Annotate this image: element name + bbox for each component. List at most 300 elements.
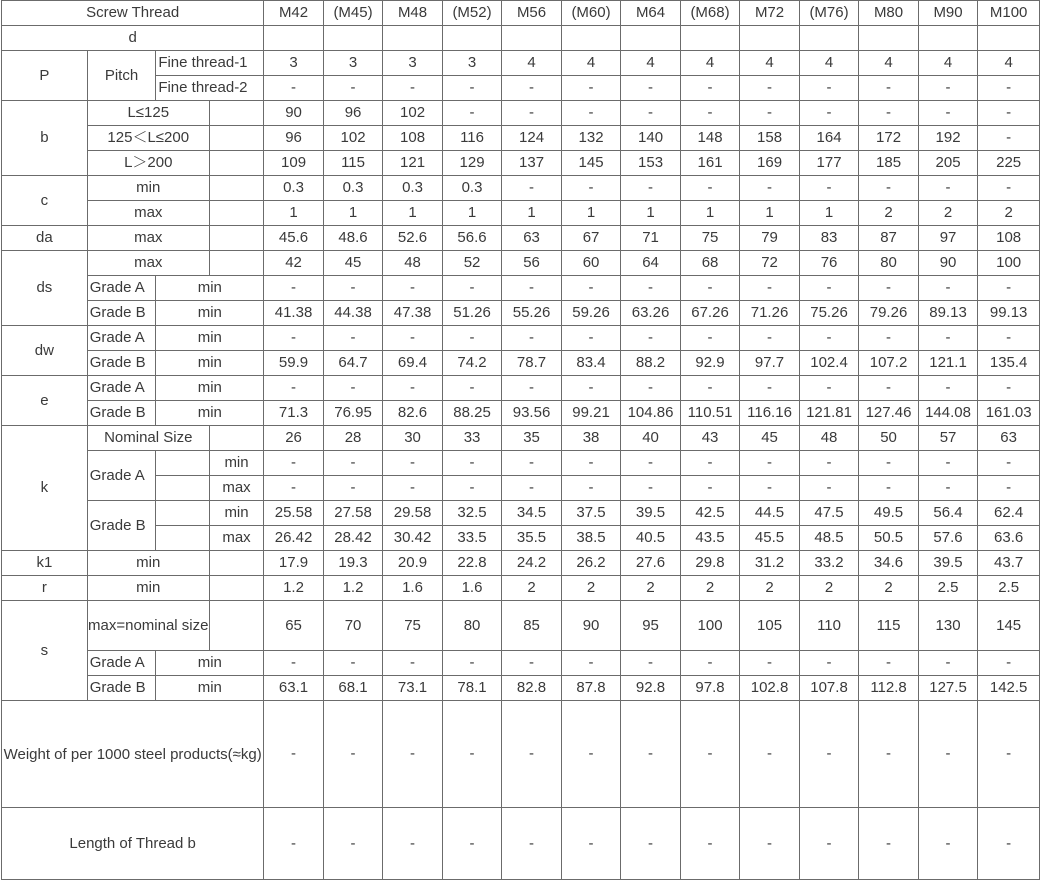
value-cell: 17.9: [264, 551, 324, 576]
value-cell: 2: [680, 576, 740, 601]
value-cell: -: [323, 651, 383, 676]
value-cell: 1.2: [264, 576, 324, 601]
value-cell: 63.6: [978, 526, 1040, 551]
value-cell: 4: [680, 51, 740, 76]
size-header: M56: [502, 1, 562, 26]
spacer-cell: [156, 476, 209, 501]
row-label-min: min: [156, 351, 264, 376]
value-cell: -: [264, 376, 324, 401]
spacer-cell: [209, 151, 264, 176]
value-cell: -: [502, 808, 562, 880]
value-cell: 90: [561, 601, 621, 651]
value-cell: 132: [561, 126, 621, 151]
value-cell: -: [561, 76, 621, 101]
value-cell: -: [918, 101, 978, 126]
value-cell: 27.6: [621, 551, 681, 576]
value-cell: 43.7: [978, 551, 1040, 576]
value-cell: -: [323, 376, 383, 401]
size-header: M48: [383, 1, 443, 26]
value-cell: 164: [799, 126, 859, 151]
value-cell: 78.1: [442, 676, 502, 701]
value-cell: 29.58: [383, 501, 443, 526]
value-cell: -: [740, 101, 800, 126]
row-label-grade-a: Grade A: [87, 376, 156, 401]
value-cell: 88.25: [442, 401, 502, 426]
size-header: (M52): [442, 1, 502, 26]
table-row: [2, 151, 1040, 176]
value-cell: 140: [621, 126, 681, 151]
value-cell: -: [561, 376, 621, 401]
row-label-nominal-size: Nominal Size: [87, 426, 209, 451]
value-cell: 97.7: [740, 351, 800, 376]
value-cell: 112.8: [859, 676, 919, 701]
value-cell: -: [621, 808, 681, 880]
value-cell: 64.7: [323, 351, 383, 376]
value-cell: 35.5: [502, 526, 562, 551]
row-label-grade-a: Grade A: [87, 451, 156, 501]
value-cell: 225: [978, 151, 1040, 176]
value-cell: 2: [978, 201, 1040, 226]
row-label-min: min: [156, 301, 264, 326]
value-cell: 3: [442, 51, 502, 76]
value-cell: -: [561, 101, 621, 126]
value-cell: 0.3: [264, 176, 324, 201]
value-cell: -: [264, 808, 324, 880]
value-cell: 72: [740, 251, 800, 276]
value-cell: -: [383, 451, 443, 476]
spacer-cell: [156, 526, 209, 551]
value-cell: 2: [859, 576, 919, 601]
value-cell: 51.26: [442, 301, 502, 326]
value-cell: [383, 26, 443, 51]
value-cell: -: [323, 701, 383, 808]
value-cell: 1: [383, 201, 443, 226]
value-cell: 60: [561, 251, 621, 276]
value-cell: 97: [918, 226, 978, 251]
value-cell: -: [561, 276, 621, 301]
value-cell: [978, 26, 1040, 51]
value-cell: 1: [442, 201, 502, 226]
value-cell: 110.51: [680, 401, 740, 426]
value-cell: -: [680, 808, 740, 880]
value-cell: -: [621, 651, 681, 676]
value-cell: 80: [859, 251, 919, 276]
row-label-l-125-200: 125＜L≤200: [87, 126, 209, 151]
value-cell: 71.26: [740, 301, 800, 326]
value-cell: 115: [859, 601, 919, 651]
row-label-ds: ds: [2, 251, 88, 326]
row-label-e: e: [2, 376, 88, 426]
spacer-cell: [156, 451, 209, 476]
value-cell: -: [859, 76, 919, 101]
value-cell: 105: [740, 601, 800, 651]
value-cell: 1: [799, 201, 859, 226]
value-cell: -: [859, 176, 919, 201]
value-cell: [621, 26, 681, 51]
value-cell: 50.5: [859, 526, 919, 551]
size-header: (M68): [680, 1, 740, 26]
value-cell: -: [740, 808, 800, 880]
spacer-cell: [209, 101, 264, 126]
table-row: [2, 576, 1040, 601]
value-cell: 108: [383, 126, 443, 151]
value-cell: -: [859, 701, 919, 808]
value-cell: 192: [918, 126, 978, 151]
row-label-max: max: [87, 201, 209, 226]
value-cell: 48.5: [799, 526, 859, 551]
value-cell: -: [442, 701, 502, 808]
table-row: [2, 601, 1040, 651]
value-cell: [561, 26, 621, 51]
value-cell: 24.2: [502, 551, 562, 576]
row-label-s: s: [2, 601, 88, 701]
size-header: M80: [859, 1, 919, 26]
size-header: (M76): [799, 1, 859, 26]
spacer-cell: [209, 201, 264, 226]
value-cell: 39.5: [621, 501, 681, 526]
value-cell: 89.13: [918, 301, 978, 326]
value-cell: 45: [740, 426, 800, 451]
value-cell: -: [502, 101, 562, 126]
value-cell: 121.81: [799, 401, 859, 426]
spacer-cell: [209, 551, 264, 576]
value-cell: [740, 26, 800, 51]
value-cell: -: [978, 376, 1040, 401]
value-cell: 79: [740, 226, 800, 251]
value-cell: -: [799, 808, 859, 880]
value-cell: -: [621, 701, 681, 808]
value-cell: 4: [859, 51, 919, 76]
value-cell: -: [859, 101, 919, 126]
value-cell: [502, 26, 562, 51]
value-cell: 110: [799, 601, 859, 651]
value-cell: 27.58: [323, 501, 383, 526]
value-cell: 4: [799, 51, 859, 76]
value-cell: -: [502, 701, 562, 808]
row-label-l-le-125: L≤125: [87, 101, 209, 126]
header-label: Screw Thread: [2, 1, 264, 26]
value-cell: 107.2: [859, 351, 919, 376]
value-cell: -: [442, 101, 502, 126]
value-cell: -: [918, 808, 978, 880]
value-cell: 1: [323, 201, 383, 226]
value-cell: 88.2: [621, 351, 681, 376]
value-cell: 0.3: [442, 176, 502, 201]
value-cell: -: [799, 651, 859, 676]
value-cell: -: [561, 451, 621, 476]
value-cell: 42.5: [680, 501, 740, 526]
value-cell: 4: [621, 51, 681, 76]
row-label-c: c: [2, 176, 88, 226]
value-cell: 1: [740, 201, 800, 226]
value-cell: 1.6: [442, 576, 502, 601]
value-cell: -: [978, 126, 1040, 151]
value-cell: 87: [859, 226, 919, 251]
row-label-fine-thread-2: Fine thread-2: [156, 76, 264, 101]
row-label-weight: Weight of per 1000 steel products(≈kg): [2, 701, 264, 808]
value-cell: -: [799, 101, 859, 126]
value-cell: 44.5: [740, 501, 800, 526]
value-cell: 38.5: [561, 526, 621, 551]
value-cell: -: [442, 476, 502, 501]
value-cell: -: [978, 176, 1040, 201]
value-cell: -: [918, 326, 978, 351]
value-cell: 2.5: [978, 576, 1040, 601]
value-cell: 1: [621, 201, 681, 226]
value-cell: 100: [680, 601, 740, 651]
row-label-max: max: [209, 526, 264, 551]
value-cell: 47.5: [799, 501, 859, 526]
row-label-max-nominal-size: max=nominal size: [87, 601, 209, 651]
value-cell: 92.8: [621, 676, 681, 701]
table-row: [2, 501, 1040, 526]
row-label-b: b: [2, 101, 88, 176]
table-row: [2, 376, 1040, 401]
value-cell: 129: [442, 151, 502, 176]
value-cell: 137: [502, 151, 562, 176]
value-cell: -: [978, 76, 1040, 101]
spacer-cell: [209, 576, 264, 601]
value-cell: -: [383, 326, 443, 351]
value-cell: -: [799, 76, 859, 101]
value-cell: 78.7: [502, 351, 562, 376]
value-cell: 169: [740, 151, 800, 176]
value-cell: -: [621, 451, 681, 476]
value-cell: 74.2: [442, 351, 502, 376]
value-cell: -: [264, 651, 324, 676]
value-cell: 102: [323, 126, 383, 151]
value-cell: -: [442, 326, 502, 351]
value-cell: -: [978, 476, 1040, 501]
value-cell: 43.5: [680, 526, 740, 551]
row-label-min: min: [209, 501, 264, 526]
row-label-min: min: [156, 376, 264, 401]
value-cell: 145: [561, 151, 621, 176]
spacer-cell: [209, 601, 264, 651]
value-cell: 1: [680, 201, 740, 226]
value-cell: 57: [918, 426, 978, 451]
value-cell: 56: [502, 251, 562, 276]
table-row: [2, 301, 1040, 326]
value-cell: -: [799, 276, 859, 301]
value-cell: 40.5: [621, 526, 681, 551]
value-cell: -: [383, 376, 443, 401]
value-cell: 28.42: [323, 526, 383, 551]
value-cell: 2.5: [918, 576, 978, 601]
value-cell: -: [740, 651, 800, 676]
value-cell: 127.46: [859, 401, 919, 426]
value-cell: 87.8: [561, 676, 621, 701]
value-cell: -: [918, 376, 978, 401]
value-cell: -: [799, 376, 859, 401]
value-cell: 48: [383, 251, 443, 276]
row-label-grade-b: Grade B: [87, 676, 156, 701]
value-cell: 95: [621, 601, 681, 651]
value-cell: 33: [442, 426, 502, 451]
value-cell: -: [621, 176, 681, 201]
value-cell: 28: [323, 426, 383, 451]
value-cell: -: [978, 701, 1040, 808]
value-cell: 25.58: [264, 501, 324, 526]
table-row: [2, 51, 1040, 76]
value-cell: 71.3: [264, 401, 324, 426]
value-cell: 4: [502, 51, 562, 76]
value-cell: -: [383, 701, 443, 808]
table-row: [2, 451, 1040, 476]
value-cell: -: [680, 276, 740, 301]
spacer-cell: [209, 251, 264, 276]
row-label-grade-b: Grade B: [87, 301, 156, 326]
value-cell: 109: [264, 151, 324, 176]
value-cell: 0.3: [383, 176, 443, 201]
table-row: [2, 76, 1040, 101]
value-cell: 100: [978, 251, 1040, 276]
value-cell: 55.26: [502, 301, 562, 326]
value-cell: -: [383, 476, 443, 501]
value-cell: 65: [264, 601, 324, 651]
value-cell: -: [859, 326, 919, 351]
value-cell: -: [740, 451, 800, 476]
value-cell: -: [799, 476, 859, 501]
size-header: M42: [264, 1, 324, 26]
spacer-cell: [209, 226, 264, 251]
value-cell: -: [621, 101, 681, 126]
value-cell: 135.4: [978, 351, 1040, 376]
table-row: [2, 101, 1040, 126]
value-cell: -: [740, 376, 800, 401]
value-cell: 32.5: [442, 501, 502, 526]
value-cell: -: [680, 376, 740, 401]
value-cell: -: [859, 451, 919, 476]
value-cell: [859, 26, 919, 51]
value-cell: -: [264, 476, 324, 501]
value-cell: 102: [383, 101, 443, 126]
value-cell: -: [383, 276, 443, 301]
table-row: [2, 676, 1040, 701]
value-cell: -: [680, 176, 740, 201]
value-cell: -: [918, 76, 978, 101]
value-cell: -: [502, 476, 562, 501]
value-cell: 33.5: [442, 526, 502, 551]
value-cell: -: [799, 176, 859, 201]
value-cell: -: [621, 376, 681, 401]
value-cell: -: [502, 176, 562, 201]
value-cell: -: [561, 651, 621, 676]
row-label-max: max: [87, 226, 209, 251]
row-label-min: min: [209, 451, 264, 476]
table-row: [2, 476, 1040, 501]
value-cell: -: [859, 808, 919, 880]
value-cell: -: [680, 651, 740, 676]
size-header: M100: [978, 1, 1040, 26]
value-cell: 33.2: [799, 551, 859, 576]
value-cell: 70: [323, 601, 383, 651]
value-cell: 2: [859, 201, 919, 226]
value-cell: -: [383, 808, 443, 880]
size-header: M90: [918, 1, 978, 26]
value-cell: 83.4: [561, 351, 621, 376]
value-cell: 4: [561, 51, 621, 76]
value-cell: 57.6: [918, 526, 978, 551]
table-row: [2, 201, 1040, 226]
value-cell: -: [561, 701, 621, 808]
value-cell: 49.5: [859, 501, 919, 526]
table-row: [2, 701, 1040, 808]
value-cell: 75: [680, 226, 740, 251]
value-cell: 185: [859, 151, 919, 176]
size-header: (M45): [323, 1, 383, 26]
value-cell: 90: [264, 101, 324, 126]
value-cell: -: [561, 176, 621, 201]
value-cell: 63.26: [621, 301, 681, 326]
row-label-min: min: [87, 176, 209, 201]
row-label-grade-a: Grade A: [87, 326, 156, 351]
value-cell: 26.42: [264, 526, 324, 551]
value-cell: -: [978, 651, 1040, 676]
value-cell: -: [740, 701, 800, 808]
row-label-min: min: [156, 676, 264, 701]
value-cell: 68.1: [323, 676, 383, 701]
value-cell: -: [323, 276, 383, 301]
value-cell: -: [383, 651, 443, 676]
value-cell: -: [264, 76, 324, 101]
value-cell: -: [442, 808, 502, 880]
value-cell: -: [859, 276, 919, 301]
screw-thread-spec-table: [1, 0, 1040, 880]
value-cell: 76.95: [323, 401, 383, 426]
value-cell: 161.03: [978, 401, 1040, 426]
value-cell: 62.4: [978, 501, 1040, 526]
table-row: [2, 651, 1040, 676]
value-cell: 115: [323, 151, 383, 176]
value-cell: -: [323, 808, 383, 880]
value-cell: -: [859, 651, 919, 676]
value-cell: -: [264, 276, 324, 301]
value-cell: -: [859, 376, 919, 401]
value-cell: 67: [561, 226, 621, 251]
value-cell: -: [323, 451, 383, 476]
value-cell: 121.1: [918, 351, 978, 376]
value-cell: 99.13: [978, 301, 1040, 326]
value-cell: -: [978, 808, 1040, 880]
table-row: [2, 176, 1040, 201]
row-label-d: d: [2, 26, 264, 51]
value-cell: -: [918, 701, 978, 808]
table-row: [2, 126, 1040, 151]
row-label-min: min: [156, 401, 264, 426]
value-cell: 59.26: [561, 301, 621, 326]
value-cell: -: [978, 451, 1040, 476]
value-cell: [918, 26, 978, 51]
value-cell: 144.08: [918, 401, 978, 426]
value-cell: -: [978, 276, 1040, 301]
row-label-min: min: [87, 551, 209, 576]
value-cell: 4: [740, 51, 800, 76]
value-cell: 67.26: [680, 301, 740, 326]
table-row: [2, 226, 1040, 251]
value-cell: 205: [918, 151, 978, 176]
value-cell: -: [502, 376, 562, 401]
value-cell: [323, 26, 383, 51]
value-cell: -: [264, 451, 324, 476]
value-cell: 50: [859, 426, 919, 451]
value-cell: -: [502, 76, 562, 101]
table-row: [2, 526, 1040, 551]
value-cell: 48: [799, 426, 859, 451]
value-cell: 1.2: [323, 576, 383, 601]
value-cell: -: [561, 808, 621, 880]
table-row: [2, 1, 1040, 26]
